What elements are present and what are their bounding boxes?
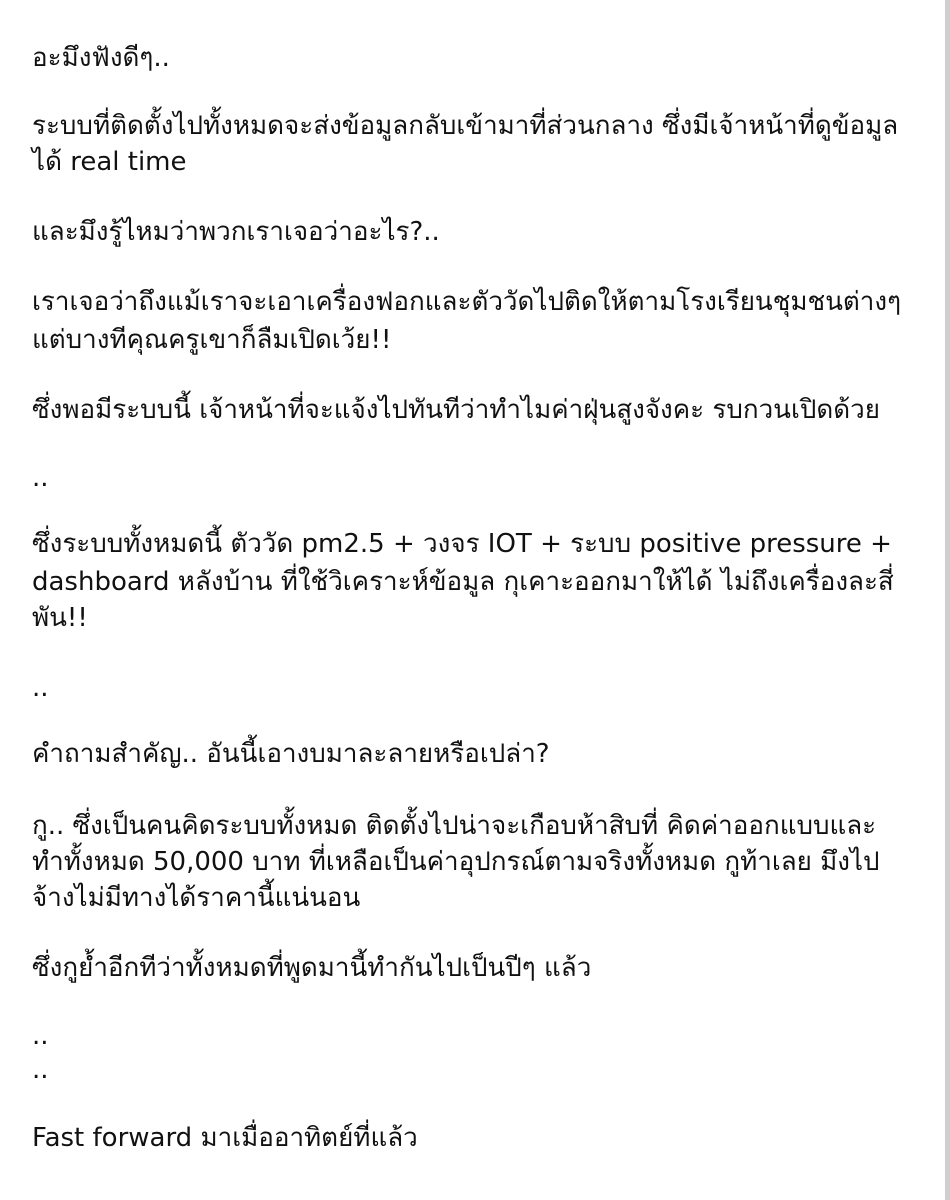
post-line: ได้ real time (32, 147, 187, 177)
post-line: และมึงรู้ไหมว่าพวกเราเจอว่าอะไร?.. (32, 217, 440, 247)
post-line: .. (32, 463, 49, 493)
post-line: ทำทั้งหมด 50,000 บาท ที่เหลือเป็นค่าอุปกรณ์ตามจริงทั้งหมด กูท้าเลย มึงไป (32, 847, 880, 877)
post-line: อะมึงฟังดีๆ.. (32, 43, 170, 73)
post-line: จ้างไม่มีทางได้ราคานี้แน่นอน (32, 883, 361, 913)
post-line: .. (32, 673, 49, 703)
post-line: เราเจอว่าถึงแม้เราจะเอาเครื่องฟอกและตัววัดไปติดให้ตามโรงเรียนชุมชนต่างๆ (32, 287, 902, 317)
post-line: คำถามสำคัญ.. อันนี้เอางบมาละลายหรือเปล่า? (32, 739, 550, 769)
window-edge (945, 0, 950, 1200)
post-line: แต่บางทีคุณครูเขาก็ลืมเปิดเว้ย!! (32, 325, 392, 355)
post-line: .. (32, 1021, 49, 1051)
post-line: ซึ่งพอมีระบบนี้ เจ้าหน้าที่จะแจ้งไปทันทีว่าทำไมค่าฝุ่นสูงจังคะ รบกวนเปิดด้วย (32, 395, 880, 425)
post-line: Fast forward มาเมื่ออาทิตย์ที่แล้ว (32, 1123, 418, 1153)
post-line: dashboard หลังบ้าน ที่ใช้วิเคราะห์ข้อมูล กุเคาะออกมาให้ได้ ไม่ถึงเครื่องละสี่ (32, 567, 894, 597)
post-line: .. (32, 1055, 49, 1085)
post-line: ซึ่งระบบทั้งหมดนี้ ตัววัด pm2.5 + วงจร IOT + ระบบ positive pressure + (32, 529, 892, 559)
post-line: กู.. ซึ่งเป็นคนคิดระบบทั้งหมด ติดตั้งไปน่าจะเกือบห้าสิบที่ คิดค่าออกแบบและ (32, 811, 877, 841)
post-line: ซึ่งกูย้ำอีกทีว่าทั้งหมดที่พูดมานี้ทำกันไปเป็นปีๆ แล้ว (32, 953, 592, 983)
post-line: พัน!! (32, 603, 88, 633)
post-line: ระบบที่ติดตั้งไปทั้งหมดจะส่งข้อมูลกลับเข้ามาที่ส่วนกลาง ซึ่งมีเจ้าหน้าที่ดูข้อมูล (32, 111, 899, 141)
